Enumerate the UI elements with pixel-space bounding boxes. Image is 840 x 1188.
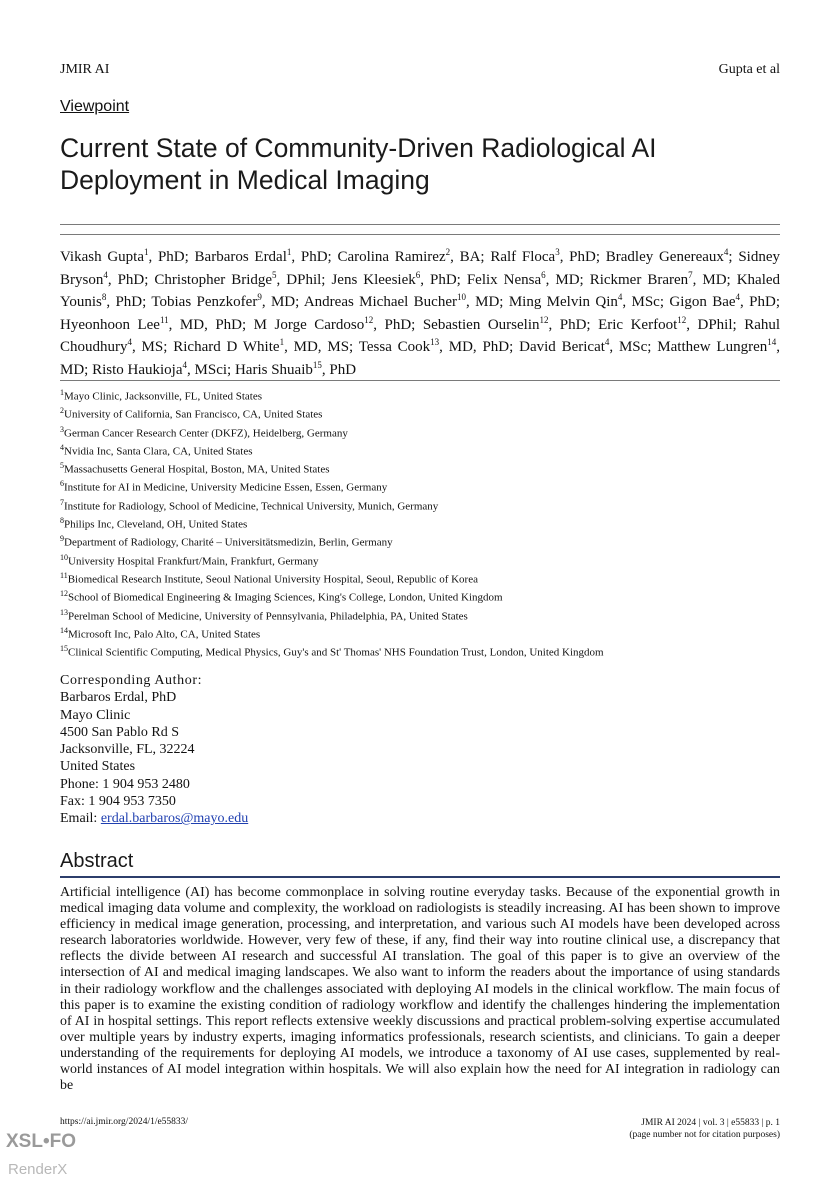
- affiliation-text: Massachusetts General Hospital, Boston, MA, United States: [64, 463, 330, 476]
- address-line: 4500 San Pablo Rd S: [60, 724, 180, 740]
- author-affiliation-number: 5: [272, 269, 277, 280]
- author-degree: , PhD;: [559, 249, 606, 265]
- affiliation-text: Department of Radiology, Charité – Universitätsmedizin, Berlin, Germany: [64, 537, 393, 550]
- author-name: Haris Shuaib: [234, 361, 313, 378]
- renderx-watermark: RenderX: [8, 1161, 68, 1178]
- author-affiliation-number: 9: [257, 292, 262, 302]
- xslfo-watermark: XSL•FO: [6, 1131, 76, 1152]
- author-affiliation-number: 1: [286, 247, 292, 257]
- author-name: Andreas Michael Bucher: [303, 294, 457, 310]
- author-degree: , DPhil;: [276, 271, 332, 288]
- author-name: Ming Melvin Qin: [508, 294, 618, 310]
- affiliation-item: [60, 512, 780, 530]
- author-affiliation-number: 3: [555, 247, 560, 257]
- author-entry: [92, 359, 235, 378]
- author-degree: , MSc;: [622, 294, 670, 310]
- affiliation-item: [60, 402, 780, 420]
- author-affiliation-number: 4: [723, 247, 729, 257]
- author-entry: [359, 339, 519, 355]
- author-degree: , MD;: [466, 294, 509, 310]
- author-affiliation-number: 7: [688, 269, 693, 280]
- author-name: Hyeonhoon Lee: [60, 316, 160, 333]
- affiliation-number: 7: [60, 497, 64, 507]
- author-degree: , DPhil;: [686, 316, 745, 333]
- affiliation-text: Nvidia Inc, Santa Clara, CA, United States: [64, 445, 253, 458]
- affiliation-item: [60, 384, 780, 402]
- author-degree: , PhD;: [148, 249, 195, 265]
- address-line: Barbaros Erdal, PhD: [60, 690, 177, 706]
- affiliation-text: Philips Inc, Cleveland, OH, United States: [64, 518, 248, 531]
- affiliation-item: [60, 494, 780, 512]
- affiliation-item: [60, 640, 780, 658]
- journal-name: JMIR AI: [60, 62, 110, 77]
- affiliation-number: 11: [60, 570, 68, 580]
- author-affiliation-number: 8: [101, 292, 107, 302]
- author-degree: , BA;: [450, 249, 491, 265]
- address-line: Jacksonville, FL, 32224: [60, 742, 195, 758]
- author-affiliation-number: 13: [430, 337, 440, 347]
- address-line: Mayo Clinic: [60, 707, 131, 723]
- article-type-label: Viewpoint: [60, 98, 130, 115]
- author-affiliation-number: 10: [457, 292, 466, 302]
- author-affiliation-number: 14: [767, 337, 777, 347]
- author-degree: , MSc;: [609, 339, 658, 355]
- author-entry: [304, 294, 509, 310]
- abstract-text: Artificial intelligence (AI) has become commonplace in solving routine everyday tasks. Because of the exponential growth in medical imaging data volume and complexity, the workload on radiologists is steadily increasing. AI has been shown to improve efficiency in medical image generation, processing, and interpretation, and various such AI models have been developed across research laboratories worldwide. However, very few of these, if any, find their way into routine clinical use, a discrepancy that reflects the divide between AI research and successful AI translation. The goal of this paper is to give an overview of the intersection of AI and medical imaging landscapes. We also want to inform the readers about the importance of using standards in their radiology workflow and the challenges associated with deploying AI models in the clinical workflow. The main focus of this paper is to examine the existing condition of radiology workflow and identify the challenges hindering the implementation of AI in hospital settings. This report reflects extensive weekly discussions and practical problem-solving expertise accumulated over multiple years by industry experts, imaging informatics professionals, research scientists, and clinicians. To gain a deeper understanding of the requirements for deploying AI models, we introduce a taxonomy of AI use cases, supplemented by real-world instances of AI model integration within hospitals. We will also explain how the need for AI integration in radiology can be: [60, 885, 780, 1094]
- affiliation-item: [60, 622, 780, 640]
- author-degree: , MSci;: [187, 361, 235, 378]
- author-entry: [598, 314, 745, 333]
- affiliation-number: 9: [60, 534, 64, 544]
- author-degree: , MD, PhD;: [168, 316, 254, 333]
- affiliation-number: 15: [60, 644, 68, 654]
- author-name: Bradley Genereaux: [605, 249, 724, 265]
- author-entry: [234, 359, 357, 378]
- affiliation-number: 1: [60, 388, 64, 397]
- author-name: Carolina Ramirez: [337, 249, 446, 265]
- email-link[interactable]: erdal.barbaros@mayo.edu: [100, 811, 249, 827]
- author-degree: , MS;: [132, 339, 174, 355]
- author-degree: , PhD;: [373, 316, 423, 333]
- title-divider-top: [60, 224, 780, 225]
- author-degree: , PhD;: [106, 294, 152, 310]
- address-line: United States: [60, 759, 136, 775]
- author-name: Ralf Floca: [490, 249, 556, 265]
- author-name: Richard D White: [173, 339, 280, 355]
- author-entry: [337, 249, 490, 265]
- author-entry: [253, 314, 423, 333]
- article-title: Current State of Community-Driven Radiological AI Deployment in Medical Imaging: [60, 133, 657, 195]
- author-name: Gigon Bae: [669, 294, 736, 310]
- citation-line: JMIR AI 2024 | vol. 3 | e55833 | p. 1: [641, 1118, 780, 1128]
- author-affiliation-number: 2: [445, 247, 451, 257]
- author-entry: [195, 249, 338, 265]
- affiliation-text: German Cancer Research Center (DKFZ), Heidelberg, Germany: [64, 427, 348, 440]
- author-affiliation-number: 4: [182, 359, 188, 370]
- author-list: [60, 246, 780, 381]
- title-divider-bottom: [60, 234, 780, 235]
- author-name: Khaled Younis: [60, 271, 781, 310]
- affiliation-number: 4: [60, 442, 64, 452]
- author-degree: , MD;: [261, 294, 304, 310]
- author-name: Eric Kerfoot: [598, 316, 678, 333]
- affiliation-text: Clinical Scientific Computing, Medical Physics, Guy's and St' Thomas' NHS Foundation Trust, London, United Kingdom: [68, 646, 604, 659]
- author-name: Barbaros Erdal: [194, 249, 287, 265]
- author-name: David Bericat: [519, 339, 605, 355]
- author-affiliation-number: 1: [143, 247, 149, 257]
- affiliation-number: 3: [60, 424, 64, 434]
- author-degree: , PhD;: [291, 249, 338, 265]
- page-note: (page number not for citation purposes): [629, 1130, 780, 1140]
- affiliation-number: 12: [60, 589, 68, 599]
- affiliation-number: 10: [60, 552, 68, 562]
- author-degree: , PhD;: [548, 316, 599, 333]
- author-name: Sidney Bryson: [60, 249, 780, 288]
- email-label: Email:: [60, 811, 101, 827]
- affiliation-list: [60, 384, 780, 658]
- corresponding-address: [60, 689, 460, 810]
- author-degree: , PhD;: [740, 294, 780, 310]
- affiliation-item: [60, 439, 780, 457]
- author-entry: [151, 294, 303, 310]
- address-line: Phone: 1 904 953 2480: [60, 776, 190, 792]
- author-entry: [606, 249, 739, 265]
- affiliation-text: University Hospital Frankfurt/Main, Frankfurt, Germany: [68, 555, 319, 568]
- author-name: Jens Kleesiek: [331, 271, 416, 288]
- author-name: Tobias Penzkofer: [151, 294, 258, 310]
- author-name: Rickmer Braren: [589, 271, 689, 288]
- affiliation-text: Microsoft Inc, Palo Alto, CA, United States: [68, 628, 261, 641]
- affiliation-number: 6: [60, 479, 64, 489]
- affiliation-text: School of Biomedical Engineering & Imaging Sciences, King's College, London, United Kingdom: [68, 591, 503, 604]
- author-entry: [490, 249, 605, 265]
- author-name: Rahul Choudhury: [60, 316, 781, 355]
- author-name: Vikash Gupta: [60, 249, 144, 265]
- author-degree: , PhD;: [420, 271, 467, 288]
- author-name: M Jorge Cardoso: [253, 316, 365, 333]
- author-name: Matthew Lungren: [657, 339, 768, 355]
- author-affiliation-number: 1: [279, 337, 285, 347]
- author-entry: [422, 314, 599, 333]
- author-degree: , MD;: [60, 339, 780, 378]
- affiliation-item: [60, 421, 780, 439]
- author-affiliation-number: 12: [539, 314, 549, 325]
- affiliation-number: 8: [60, 516, 64, 526]
- author-affiliation-number: 4: [103, 269, 108, 280]
- author-degree: , MD;: [545, 271, 590, 288]
- affiliation-item: [60, 604, 780, 622]
- affiliation-item: [60, 567, 780, 585]
- author-affiliation-number: 4: [127, 337, 132, 347]
- affiliation-number: 5: [60, 461, 64, 471]
- affiliation-text: Institute for AI in Medicine, University Medicine Essen, Essen, Germany: [64, 482, 388, 495]
- author-affiliation-number: 12: [364, 314, 374, 325]
- author-name: Felix Nensa: [466, 271, 542, 288]
- affiliation-item: [60, 585, 780, 603]
- author-degree: , MD, MS;: [284, 339, 359, 355]
- citation-footer: [629, 1117, 780, 1141]
- affiliation-item: [60, 475, 780, 493]
- author-affiliation-number: 6: [415, 269, 421, 280]
- author-affiliation-number: 6: [541, 269, 546, 280]
- author-entry: [466, 269, 590, 288]
- author-entry: [519, 339, 657, 355]
- abstract-divider: [60, 876, 780, 878]
- author-affiliation-number: 15: [312, 359, 322, 370]
- affiliation-item: [60, 549, 780, 567]
- author-name: Christopher Bridge: [154, 271, 273, 288]
- author-degree: ;: [728, 249, 739, 265]
- author-affiliation-number: 12: [677, 314, 687, 325]
- author-entry: [173, 339, 359, 355]
- author-name: Sebastien Ourselin: [422, 316, 540, 333]
- author-entry: [154, 269, 332, 288]
- running-author: Gupta et al: [718, 62, 780, 77]
- email-line: [60, 810, 460, 827]
- affiliation-item: [60, 530, 780, 548]
- author-affiliation-number: 4: [617, 292, 623, 302]
- article-url: https://ai.jmir.org/2024/1/e55833/: [60, 1117, 189, 1127]
- corresponding-author-heading: Corresponding Author:: [60, 673, 203, 688]
- author-affiliation-number: 4: [604, 337, 610, 347]
- affiliation-text: University of California, San Francisco, CA, United States: [64, 408, 323, 421]
- authors-divider: [60, 380, 780, 381]
- affiliation-item: [60, 457, 780, 475]
- affiliation-number: 2: [60, 406, 64, 416]
- author-name: Tessa Cook: [358, 339, 431, 355]
- address-line: Fax: 1 904 953 7350: [60, 794, 176, 810]
- affiliation-number: 13: [60, 607, 68, 617]
- author-name: Risto Haukioja: [92, 361, 183, 378]
- author-affiliation-number: 4: [735, 292, 741, 302]
- author-entry: [60, 314, 254, 333]
- affiliation-text: Mayo Clinic, Jacksonville, FL, United States: [64, 390, 262, 403]
- author-degree: , MD;: [692, 271, 737, 288]
- abstract-heading: Abstract: [60, 850, 134, 872]
- author-entry: [589, 269, 737, 288]
- affiliation-text: Biomedical Research Institute, Seoul National University Hospital, Seoul, Republic of Korea: [67, 573, 478, 586]
- author-degree: , PhD: [321, 361, 357, 378]
- affiliation-number: 14: [60, 625, 68, 635]
- corresponding-author-block: [60, 672, 460, 828]
- author-affiliation-number: 11: [159, 314, 169, 325]
- author-degree: , PhD;: [107, 271, 155, 288]
- affiliation-text: Institute for Radiology, School of Medicine, Technical University, Munich, Germany: [64, 500, 439, 513]
- affiliation-text: Perelman School of Medicine, University of Pennsylvania, Philadelphia, PA, United States: [68, 610, 468, 623]
- author-entry: [331, 269, 467, 288]
- author-entry: [60, 249, 195, 265]
- author-degree: , MD, PhD;: [439, 339, 520, 355]
- author-entry: [669, 294, 780, 310]
- author-entry: [509, 294, 670, 310]
